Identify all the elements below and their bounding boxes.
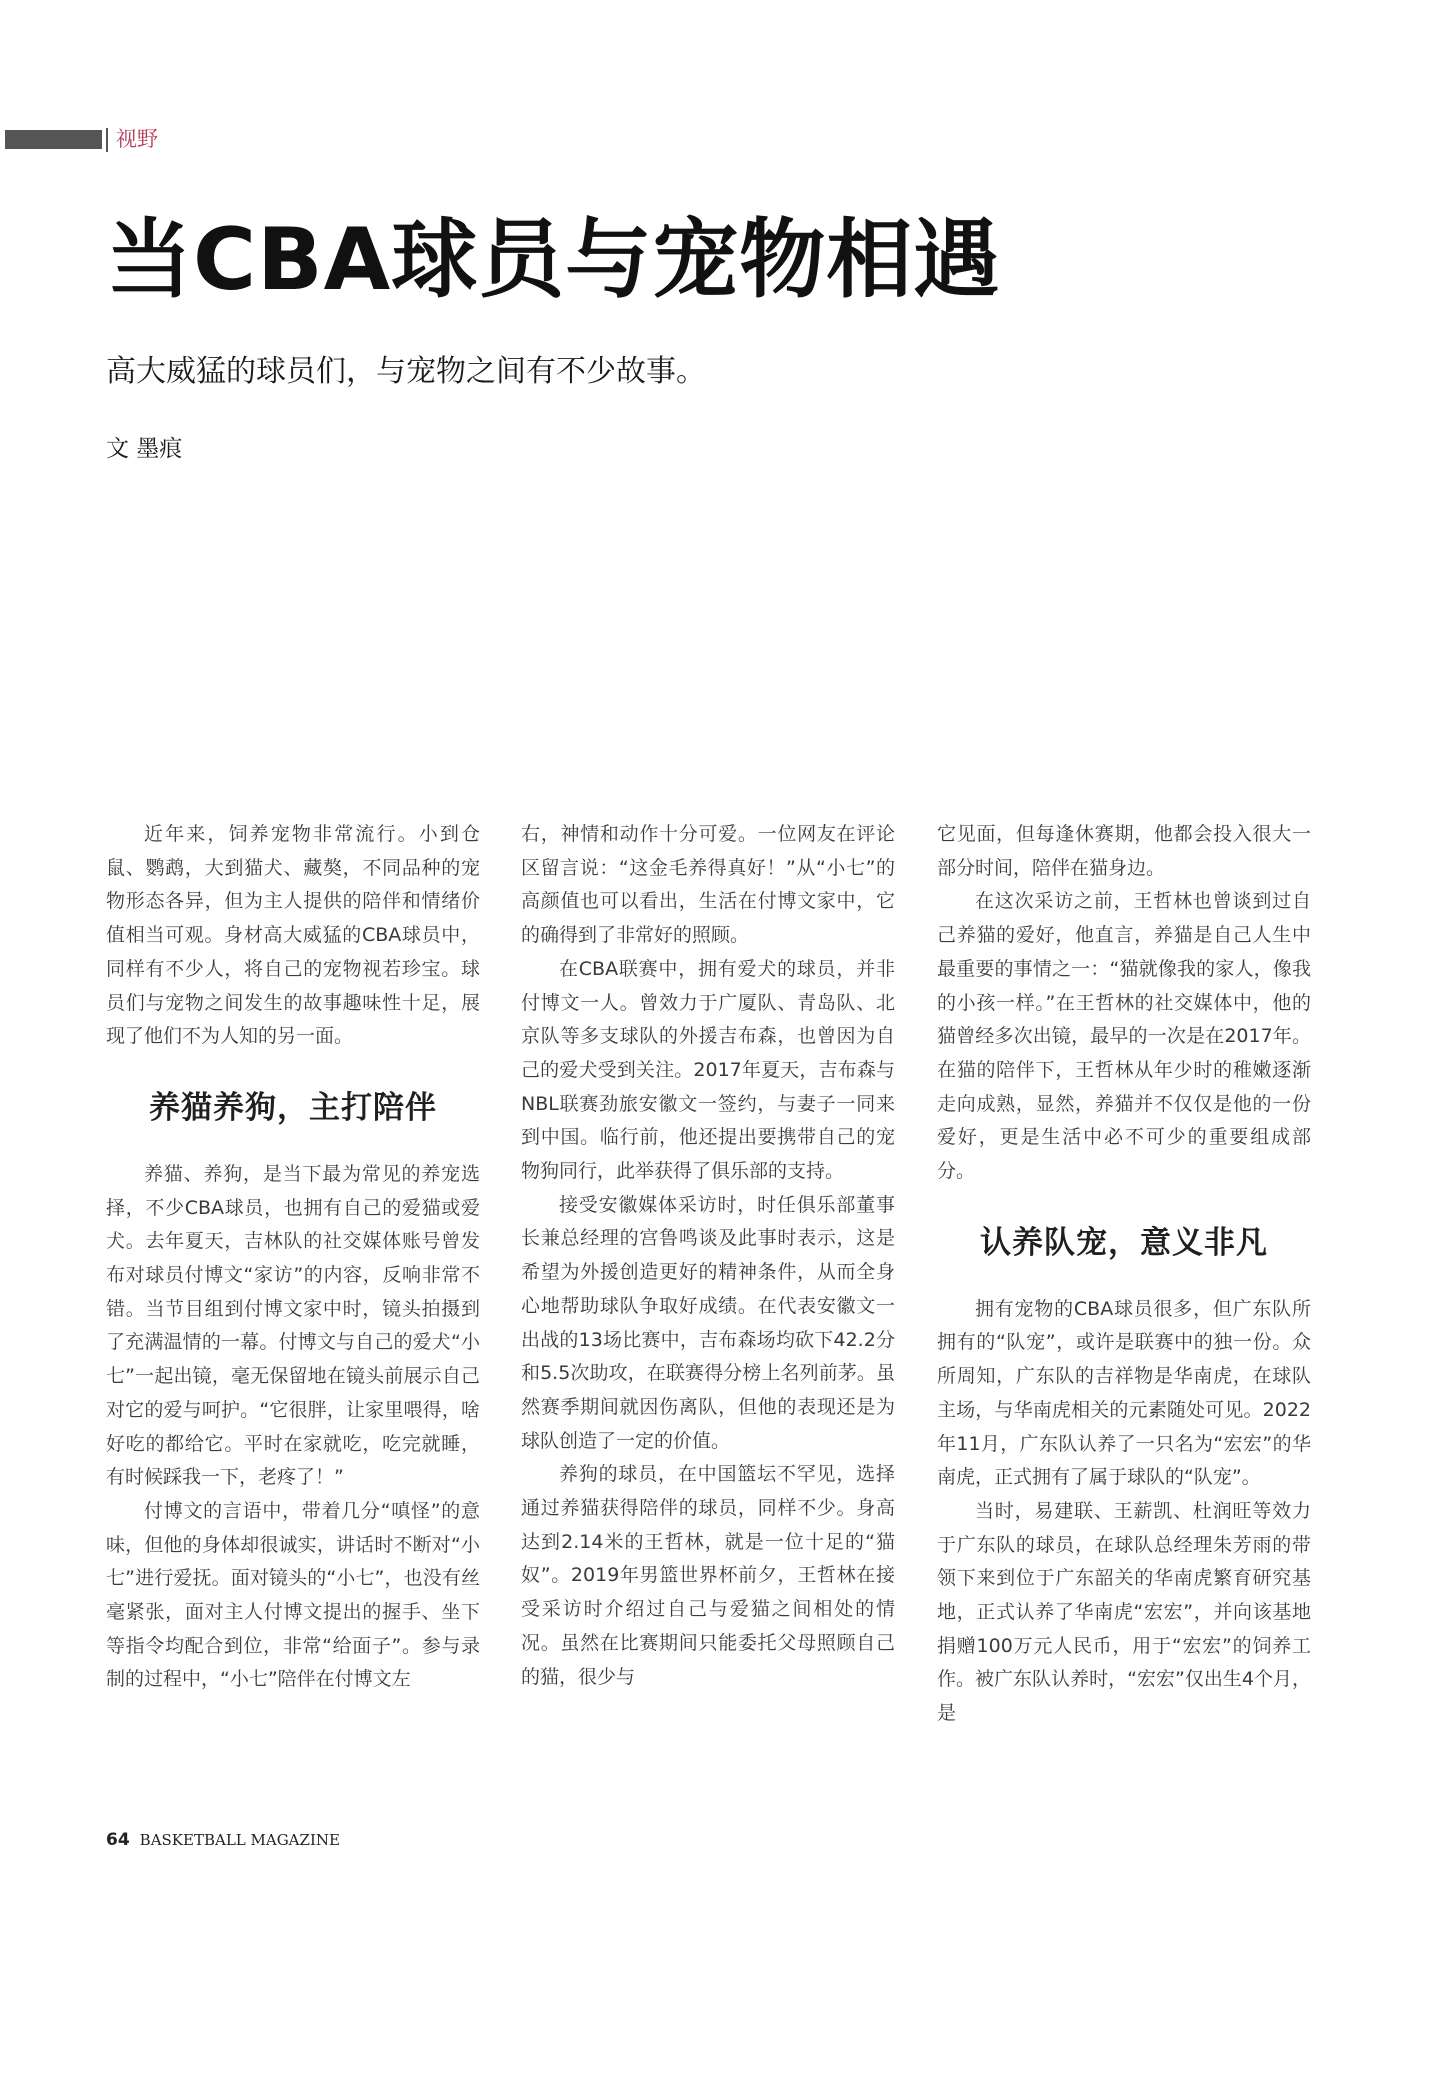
magazine-name: BASKETBALL MAGAZINE: [139, 1831, 340, 1849]
section-heading: 认养队宠，意义非凡: [980, 1224, 1268, 1261]
page-footer: [106, 1829, 340, 1851]
page-number: 64: [106, 1830, 130, 1850]
article-title: 当CBA球员与宠物相遇: [106, 210, 1001, 310]
paragraph: 它见面，但每逢休赛期，他都会投入很大一部分时间，陪伴在猫身边。: [937, 823, 1311, 879]
paragraph: 接受安徽媒体采访时，时任俱乐部董事长兼总经理的宫鲁鸣谈及此事时表示，这是希望为外援创造更好的精神条件，从而全身心地帮助球队争取好成绩。在代表安徽文一出战的13场比赛中，吉布森场均砍下42.2分和5.5次助攻，在联赛得分榜上名列前茅。虽然赛季期间就因伤离队，但他的表现还是为球队创造了一定的价值。: [521, 1193, 895, 1452]
text-column-3: [937, 818, 1311, 1731]
section-divider: [106, 128, 108, 152]
paragraph: 养猫、养狗，是当下最为常见的养宠选择，不少CBA球员，也拥有自己的爱猫或爱犬。去年夏天，吉林队的社交媒体账号曾发布对球员付博文“家访”的内容，反响非常不错。当节目组到付博文家中时，镜头拍摄到了充满温情的一幕。付博文与自己的爱犬“小七”一起出镜，毫无保留地在镜头前展示自己对它的爱与呵护。“它很胖，让家里喂得，啥好吃的都给它。平时在家就吃，吃完就睡，有时候踩我一下，老疼了！”: [106, 1162, 480, 1489]
section-label: 视野: [116, 127, 158, 151]
text-column-2: [521, 818, 895, 1694]
byline: 文 墨痕: [106, 436, 183, 462]
paragraph: 拥有宠物的CBA球员很多，但广东队所拥有的“队宠”，或许是联赛中的独一份。众所周知，广东队的吉祥物是华南虎，在球队主场，与华南虎相关的元素随处可见。2022年11月，广东队认养了一只名为“宏宏”的华南虎，正式拥有了属于球队的“队宠”。: [937, 1297, 1311, 1489]
text-column-1: [106, 818, 480, 1697]
paragraph: 在这次采访之前，王哲林也曾谈到过自己养猫的爱好，他直言，养猫是自己人生中最重要的事情之一：“猫就像我的家人，像我的小孩一样。”在王哲林的社交媒体中，他的猫曾经多次出镜，最早的一次是在2017年。在猫的陪伴下，王哲林从年少时的稚嫩逐渐走向成熟，显然，养猫并不仅仅是他的一份爱好，更是生活中必不可少的重要组成部分。: [937, 890, 1311, 1183]
section-heading: 养猫养狗，主打陪伴: [149, 1089, 437, 1126]
article-subtitle: 高大威猛的球员们，与宠物之间有不少故事。: [106, 354, 706, 389]
paragraph: 养狗的球员，在中国篮坛不罕见，选择通过养猫获得陪伴的球员，同样不少。身高达到2.14米的王哲林，就是一位十足的“猫奴”。2019年男篮世界杯前夕，王哲林在接受采访时介绍过自己与爱猫之间相处的情况。虽然在比赛期间只能委托父母照顾自己的猫，很少与: [521, 1463, 895, 1688]
paragraph: 当时，易建联、王薪凯、杜润旺等效力于广东队的球员，在球队总经理朱芳雨的带领下来到位于广东韶关的华南虎繁育研究基地，正式认养了华南虎“宏宏”，并向该基地捐赠100万元人民币，用于“宏宏”的饲养工作。被广东队认养时，“宏宏”仅出生4个月，是: [937, 1499, 1311, 1725]
paragraph: 在CBA联赛中，拥有爱犬的球员，并非付博文一人。曾效力于广厦队、青岛队、北京队等多支球队的外援吉布森，也曾因为自己的爱犬受到关注。2017年夏天，吉布森与NBL联赛劲旅安徽文一签约，与妻子一同来到中国。临行前，他还提出要携带自己的宠物狗同行，此举获得了俱乐部的支持。: [521, 957, 895, 1183]
paragraph: 近年来，饲养宠物非常流行。小到仓鼠、鹦鹉，大到猫犬、藏獒，不同品种的宠物形态各异，但为主人提供的陪伴和情绪价值相当可观。身材高大威猛的CBA球员中，同样有不少人，将自己的宠物视若珍宝。球员们与宠物之间发生的故事趣味性十足，展现了他们不为人知的另一面。: [106, 823, 480, 1048]
paragraph: 付博文的言语中，带着几分“嗔怪”的意味，但他的身体却很诚实，讲话时不断对“小七”进行爱抚。面对镜头的“小七”，也没有丝毫紧张，面对主人付博文提出的握手、坐下等指令均配合到位，非常“给面子”。参与录制的过程中，“小七”陪伴在付博文左: [106, 1499, 480, 1691]
paragraph: 右，神情和动作十分可爱。一位网友在评论区留言说：“这金毛养得真好！”从“小七”的高颜值也可以看出，生活在付博文家中，它的确得到了非常好的照顾。: [521, 823, 895, 947]
section-bar: [5, 130, 102, 149]
